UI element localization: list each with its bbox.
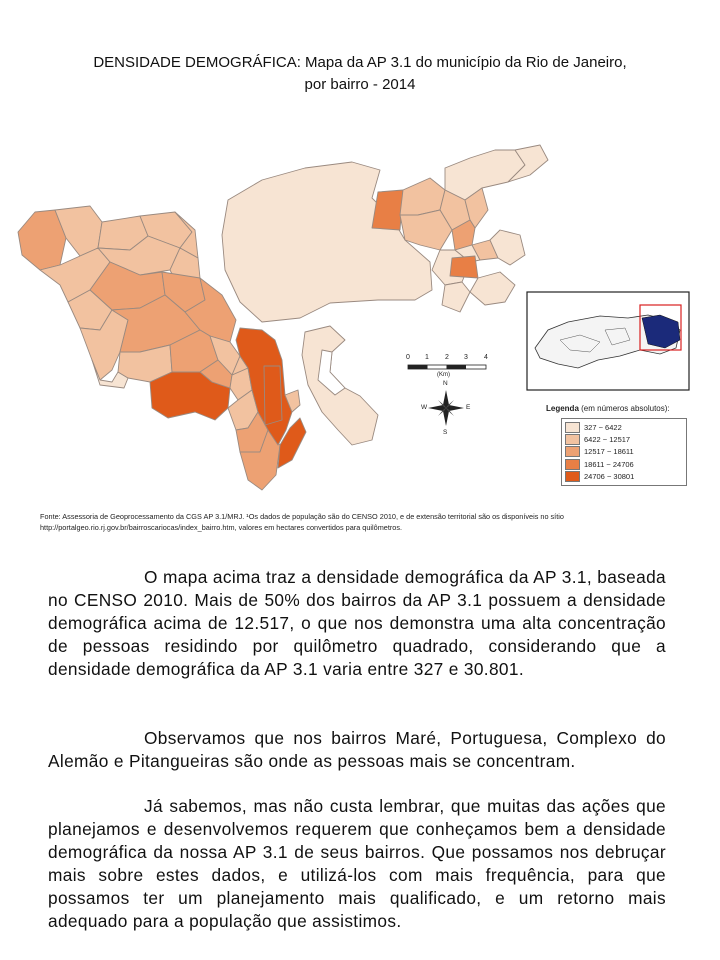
compass-west: W xyxy=(421,404,428,411)
legend-item xyxy=(565,446,683,458)
locator-inset xyxy=(527,292,689,390)
scale-tick-3: 3 xyxy=(464,354,468,361)
legend-label: 12517 ~ 18611 xyxy=(584,447,634,457)
legend-heading: Legenda xyxy=(546,404,579,413)
ilha-ne-1 xyxy=(445,150,525,200)
legend-title xyxy=(546,404,670,413)
legend-item xyxy=(565,458,683,470)
legend-swatch xyxy=(565,446,580,457)
ilha-se-5 xyxy=(442,282,470,312)
compass-south: S xyxy=(443,429,448,436)
title-line-2: por bairro - 2014 xyxy=(304,76,416,93)
compass-north: N xyxy=(443,380,448,387)
source-line-1: Fonte: Assessoria de Geoprocessamento da CGS AP 3.1/MRJ. ¹Os dados de população são do CENSO 2010, e de extensão territorial são os disponíveis no sítio xyxy=(40,512,564,521)
paragraph-3: Já sabemos, mas não custa lembrar, que muitas das ações que planejamos e desenvolvemos requerem que conheçamos bem a densidade demográfica da nossa AP 3.1 de seus bairros. Que possamos nos debruçar mais sobre estes dados, e utilizá-los com mais frequência, para que possamos ter um planejamento mais qualificado, e um retorno mais adequado para a população que assistimos. xyxy=(48,796,666,931)
legend-label: 6422 ~ 12517 xyxy=(584,435,631,445)
legend-swatch xyxy=(565,422,580,433)
scale-tick-0: 0 xyxy=(406,354,410,361)
legend-item xyxy=(565,471,683,483)
map-legend xyxy=(561,418,687,486)
scale-tick-1: 1 xyxy=(425,354,429,361)
ilha-center-2 xyxy=(400,178,445,215)
scale-unit: (Km) xyxy=(437,372,450,378)
legend-label: 24706 ~ 30801 xyxy=(584,472,635,482)
pitangueiras xyxy=(450,256,478,278)
source-line-2: http://portalgeo.rio.rj.gov.br/bairroscariocas/index_bairro.htm, valores em hectares convertidos para quilômetros. xyxy=(40,523,403,532)
paragraph-1: O mapa acima traz a densidade demográfica da AP 3.1, baseada no CENSO 2010. Mais de 50% dos bairros da AP 3.1 possuem a densidade demográfica acima de 12.517, o que nos demonstra uma alta concentração de pessoas residindo por quilômetro quadrado, considerando que a densidade demográfica da AP 3.1 varia entre 327 e 30.801. xyxy=(48,567,666,679)
legend-label: 327 ~ 6422 xyxy=(584,422,622,432)
title-line-1: DENSIDADE DEMOGRÁFICA: Mapa da AP 3.1 do município da Rio de Janeiro, xyxy=(93,54,627,71)
ilha-e-tip xyxy=(490,230,525,265)
paragraph-2: Observamos que nos bairros Maré, Portuguesa, Complexo do Alemão e Pitangueiras são onde as pessoas mais se concentram. xyxy=(48,728,666,771)
compass-east: E xyxy=(466,404,471,411)
legend-item xyxy=(565,433,683,445)
source-note xyxy=(40,511,690,533)
legend-swatch xyxy=(565,471,580,482)
scale-tick-2: 2 xyxy=(445,354,449,361)
compass-rose xyxy=(428,390,464,426)
legend-swatch xyxy=(565,459,580,470)
ilha-governador-large xyxy=(222,162,432,322)
scale-tick-4: 4 xyxy=(484,354,488,361)
ilha-center-1 xyxy=(372,190,403,230)
mare-strip xyxy=(264,366,282,425)
legend-subtitle: (em números absolutos): xyxy=(581,404,670,413)
scale-labels xyxy=(404,354,490,366)
legend-item xyxy=(565,421,683,433)
legend-swatch xyxy=(565,434,580,445)
legend-label: 18611 ~ 24706 xyxy=(584,459,634,469)
